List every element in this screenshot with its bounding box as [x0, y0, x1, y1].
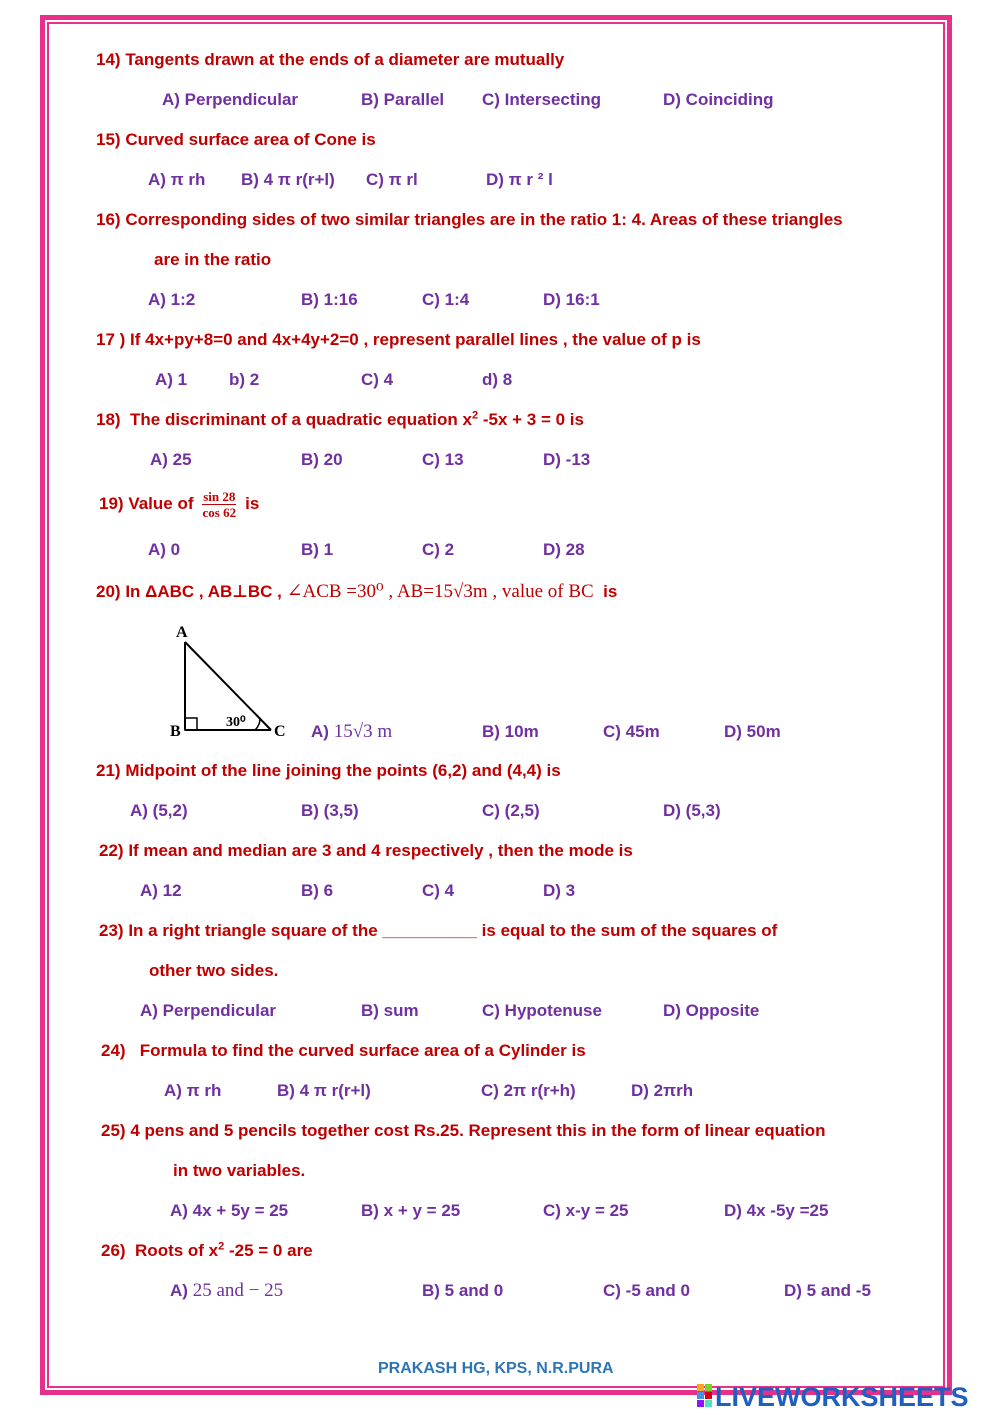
option-a[interactable]: A) 4x + 5y = 25 [170, 1201, 289, 1220]
option-a-value: 25 and − 25 [192, 1280, 284, 1301]
footer-author: PRAKASH HG, KPS, N.R.PURA [378, 1360, 614, 1377]
question-20 [96, 582, 617, 602]
option-b[interactable]: B) 6 [301, 881, 334, 900]
question-text-end: -25 = 0 are [224, 1241, 313, 1260]
fraction [202, 489, 236, 520]
option-d[interactable]: D) 2πrh [631, 1081, 694, 1100]
question-22 [99, 841, 633, 861]
option-a[interactable]: A) π rh [164, 1081, 222, 1100]
question-16-continued: are in the ratio [154, 250, 272, 269]
option-b[interactable]: B) Parallel [361, 90, 445, 109]
option-b[interactable]: B) sum [361, 1001, 419, 1020]
liveworksheets-icon [697, 1378, 997, 1410]
option-d[interactable]: D) Opposite [663, 1001, 760, 1020]
option-a[interactable]: A) 25 [150, 450, 192, 469]
option-d[interactable]: D) π r ² l [486, 170, 553, 189]
option-b[interactable]: B) (3,5) [301, 801, 359, 820]
question-text: In ΔABC , AB⊥BC , [125, 582, 282, 601]
question-23-continued: other two sides. [149, 961, 279, 980]
option-a[interactable] [170, 1281, 283, 1301]
option-d[interactable]: d) 8 [482, 370, 513, 389]
option-b[interactable]: B) 20 [301, 450, 343, 469]
vertex-label-c: C [274, 723, 286, 740]
question-text: Curved surface area of Cone is [125, 130, 376, 149]
option-a[interactable]: A) Perpendicular [140, 1001, 277, 1020]
question-number: 26) [101, 1241, 126, 1260]
option-a[interactable]: A) Perpendicular [162, 90, 299, 109]
option-c[interactable]: C) 2 [422, 540, 455, 559]
option-d[interactable]: D) 50m [724, 722, 781, 741]
option-c[interactable]: C) 45m [603, 722, 660, 741]
option-c[interactable]: C) π rl [366, 170, 418, 189]
option-b[interactable]: B) 1:16 [301, 290, 358, 309]
question-17 [96, 330, 701, 350]
question-text-end: is [245, 494, 260, 513]
fraction-numerator: sin 28 [203, 489, 236, 505]
question-text: 4 pens and 5 pencils together cost Rs.25. Represent this in the form of linear equation [130, 1121, 826, 1140]
question-text-end: is [603, 582, 618, 601]
option-c[interactable]: C) 2π r(r+h) [481, 1081, 576, 1100]
option-c[interactable]: C) 4 [361, 370, 394, 389]
option-c[interactable]: C) x-y = 25 [543, 1201, 629, 1220]
question-26 [101, 1241, 313, 1261]
option-c[interactable]: C) 1:4 [422, 290, 470, 309]
option-c[interactable]: C) -5 and 0 [603, 1281, 690, 1300]
option-b[interactable]: B) x + y = 25 [361, 1201, 461, 1220]
question-text: Formula to find the curved surface area of a Cylinder is [139, 1041, 586, 1060]
option-d[interactable]: D) 4x -5y =25 [724, 1201, 829, 1220]
fraction-denominator: cos 62 [202, 505, 237, 521]
angle-label: 30⁰ [226, 715, 246, 730]
option-a-letter: A) [170, 1281, 188, 1300]
question-number: 20) [96, 582, 121, 601]
superscript: 2 [218, 1240, 225, 1253]
option-d[interactable]: D) -13 [543, 450, 591, 469]
watermark-text: LIVEWORKSHEETS [715, 1382, 969, 1410]
question-text: If 4x+py+8=0 and 4x+4y+2=0 , represent parallel lines , the value of p is [130, 330, 701, 349]
question-text: Midpoint of the line joining the points (6,2) and (4,4) is [125, 761, 561, 780]
question-number: 14) [96, 50, 121, 69]
question-text: In a right triangle square of the __________ is equal to the sum of the squares of [128, 921, 778, 940]
question-number: 15) [96, 130, 121, 149]
question-math: ∠ACB =30⁰ , AB=15√3m , value of BC [286, 581, 594, 602]
question-text: Roots of x [135, 1241, 219, 1260]
option-b[interactable]: B) 4 π r(r+l) [277, 1081, 371, 1100]
option-a[interactable] [311, 722, 392, 742]
vertex-label-a: A [176, 624, 188, 641]
question-18 [96, 410, 584, 430]
option-b[interactable]: B) 10m [482, 722, 539, 741]
question-number: 23) [99, 921, 124, 940]
question-21 [96, 761, 561, 781]
question-text: Tangents drawn at the ends of a diameter are mutually [125, 50, 565, 69]
question-number: 21) [96, 761, 121, 780]
option-a[interactable]: A) 12 [140, 881, 182, 900]
liveworksheets-logo [697, 1378, 997, 1410]
right-angle-marker [185, 718, 197, 730]
question-23 [99, 921, 777, 941]
question-text: Corresponding sides of two similar triangles are in the ratio 1: 4. Areas of these triangles [125, 210, 843, 229]
question-text: The discriminant of a quadratic equation x [130, 410, 472, 429]
option-a[interactable]: A) π rh [148, 170, 206, 189]
option-d[interactable]: D) Coinciding [663, 90, 774, 109]
question-number: 22) [99, 841, 124, 860]
option-c[interactable]: C) (2,5) [482, 801, 540, 820]
option-a[interactable]: A) 1:2 [148, 290, 196, 309]
option-d[interactable]: D) 3 [543, 881, 576, 900]
question-14 [96, 50, 564, 70]
question-24 [101, 1041, 586, 1061]
question-text: If mean and median are 3 and 4 respectively , then the mode is [128, 841, 633, 860]
option-b[interactable]: b) 2 [229, 370, 260, 389]
vertex-label-b: B [170, 723, 181, 740]
triangle-figure [165, 620, 295, 745]
option-b[interactable]: B) 5 and 0 [422, 1281, 504, 1300]
question-text-end: -5x + 3 = 0 is [478, 410, 584, 429]
option-d[interactable]: D) 28 [543, 540, 585, 559]
question-19 [99, 484, 259, 524]
option-d[interactable]: D) 16:1 [543, 290, 600, 309]
option-b[interactable]: B) 4 π r(r+l) [241, 170, 335, 189]
option-c[interactable]: C) Hypotenuse [482, 1001, 602, 1020]
question-16 [96, 210, 843, 230]
option-c[interactable]: C) Intersecting [482, 90, 602, 109]
question-15 [96, 130, 376, 150]
option-a[interactable]: A) 1 [155, 370, 188, 389]
question-number: 25) [101, 1121, 126, 1140]
question-25-continued: in two variables. [173, 1161, 306, 1180]
question-25 [101, 1121, 826, 1141]
question-number: 16) [96, 210, 121, 229]
angle-arc [255, 719, 260, 730]
option-a[interactable]: A) 0 [148, 540, 181, 559]
option-b[interactable]: B) 1 [301, 540, 334, 559]
option-a-value: 15√3 m [333, 721, 393, 742]
option-c[interactable]: C) 4 [422, 881, 455, 900]
option-a[interactable]: A) (5,2) [130, 801, 188, 820]
option-d[interactable]: D) (5,3) [663, 801, 721, 820]
option-a-letter: A) [311, 722, 329, 741]
superscript: 2 [471, 409, 479, 422]
question-text: Value of [128, 494, 194, 513]
question-number: 19) [99, 494, 124, 513]
question-number: 17 ) [96, 330, 126, 349]
question-number: 18) [96, 410, 121, 429]
option-d[interactable]: D) 5 and -5 [784, 1281, 871, 1300]
question-number: 24) [101, 1041, 126, 1060]
option-c[interactable]: C) 13 [422, 450, 464, 469]
